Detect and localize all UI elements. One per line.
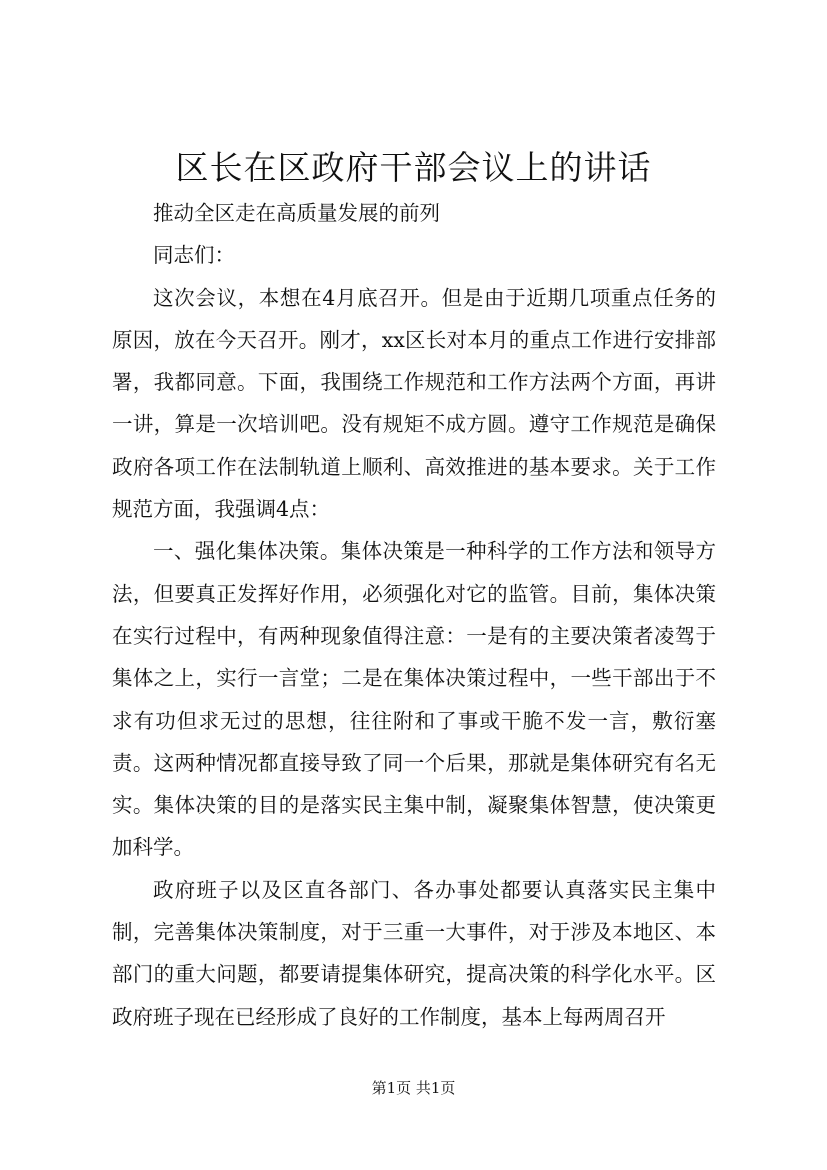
paragraph: 这次会议，本想在4月底召开。但是由于近期几项重点任务的原因，放在今天召开。刚才，xx区长对本月的重点工作进行安排部署，我都同意。下面，我围绕工作规范和工作方法两个方面，再讲一讲，算是一次培训吧。没有规矩不成方圆。遵守工作规范是确保政府各项工作在法制轨道上顺利、高效推进的基本要求。关于工作规范方面，我强调4点：	[112, 285, 716, 522]
page-footer: 第1页 共1页	[371, 1079, 456, 1097]
document-subtitle: 推动全区走在高质量发展的前列	[153, 201, 440, 225]
salutation: 同志们：	[153, 243, 235, 268]
paragraph: 政府班子以及区直各部门、各办事处都要认真落实民主集中制，完善集体决策制度，对于三重一大事件，对于涉及本地区、本部门的重大问题，都要请提集体研究，提高决策的科学化水平。区政府班子现在已经形成了良好的工作制度，基本上每两周召开	[112, 877, 716, 1029]
document-body	[112, 192, 716, 1038]
page-title: 区长在区政府干部会议上的讲话	[175, 148, 652, 187]
paragraph: 一、强化集体决策。集体决策是一种科学的工作方法和领导方法，但要真正发挥好作用，必须强化对它的监管。目前，集体决策在实行过程中，有两种现象值得注意：一是有的主要决策者凌驾于集体之上，实行一言堂；二是在集体决策过程中，一些干部出于不求有功但求无过的思想，往往附和了事或干脆不发一言，敷衍塞责。这两种情况都直接导致了同一个后果，那就是集体研究有名无实。集体决策的目的是落实民主集中制，凝聚集体智慧，使决策更加科学。	[112, 539, 716, 860]
